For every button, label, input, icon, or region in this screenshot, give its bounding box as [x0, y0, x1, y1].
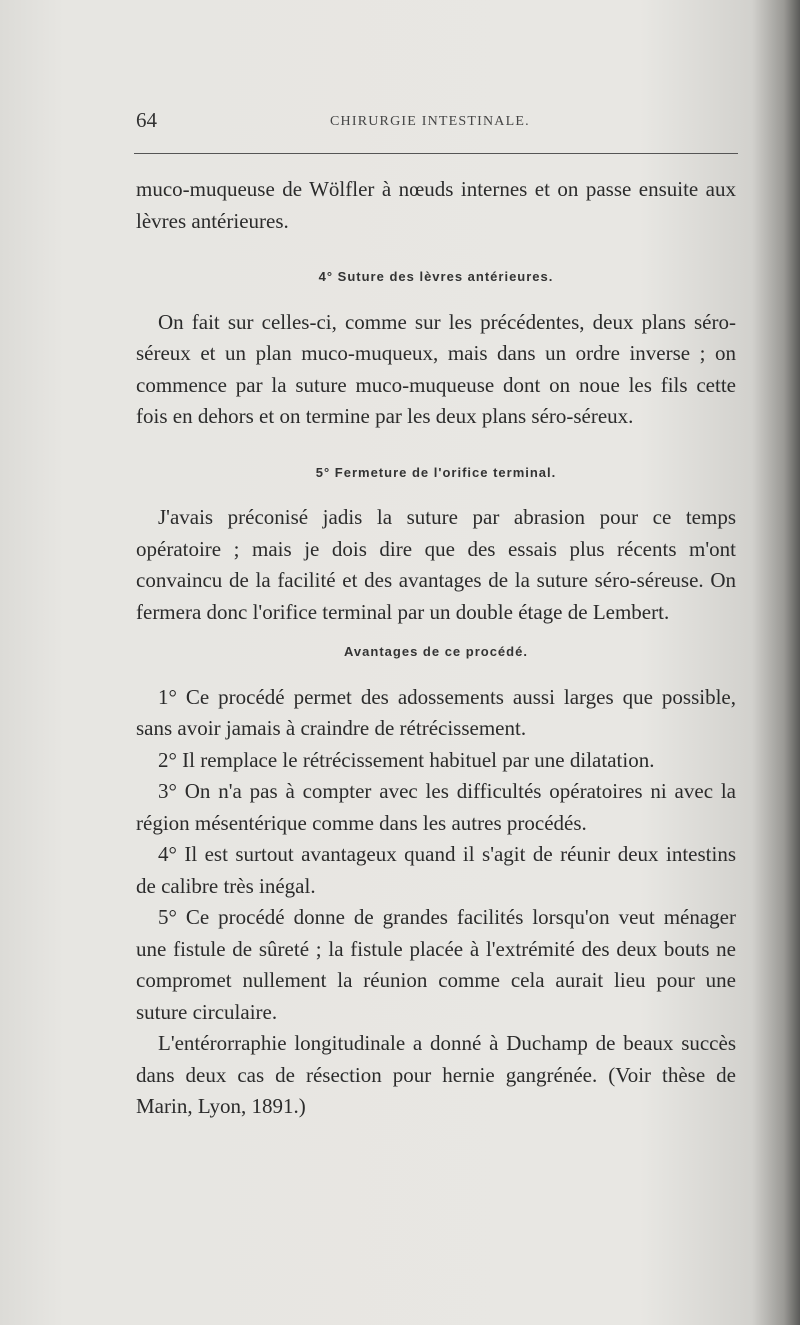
- advantages-heading: Avantages de ce procédé.: [344, 644, 528, 659]
- running-title: CHIRURGIE INTESTINALE.: [330, 114, 530, 129]
- advantage-item-4: 4° Il est surtout avantageux quand il s'agit de réunir deux intestins de calibre très inégal.: [136, 842, 736, 898]
- header-rule: [134, 153, 738, 154]
- intro-paragraph: muco-muqueuse de Wölfler à nœuds internes et on passe ensuite aux lèvres antérieures.: [136, 177, 736, 233]
- closing-paragraph: L'entérorraphie longitudinale a donné à Duchamp de beaux succès dans deux cas de résection pour hernie gangrénée. (Voir thèse de Marin, Lyon, 1891.): [136, 1031, 736, 1118]
- section-5-paragraph: J'avais préconisé jadis la suture par abrasion pour ce temps opératoire ; mais je dois dire que des essais plus récents m'ont convaincu de la facilité et des avantages de la suture séro-séreuse. On fermera donc l'orifice terminal par un double étage de Lembert.: [136, 505, 736, 624]
- section-4-heading: 4° Suture des lèvres antérieures.: [318, 269, 554, 284]
- page-number: 64: [136, 108, 157, 132]
- section-5-heading: 5° Fermeture de l'orifice terminal.: [315, 464, 557, 480]
- page-header: [136, 108, 736, 138]
- advantage-item-5: 5° Ce procédé donne de grandes facilités lorsqu'on veut ménager une fistule de sûreté ; la fistule placée à l'extrémité des deux bouts ne compromet nullement la réunion comme cela aurait lieu pour une suture circulaire.: [136, 905, 736, 1024]
- advantage-item-2: 2° Il remplace le rétrécissement habituel par une dilatation.: [158, 747, 655, 772]
- advantage-item-3: 3° On n'a pas à compter avec les difficultés opératoires ni avec la région mésentérique comme dans les autres procédés.: [136, 779, 736, 835]
- advantage-item-1: 1° Ce procédé permet des adossements aussi larges que possible, sans avoir jamais à craindre de rétrécissement.: [136, 684, 736, 740]
- page-body: [136, 174, 736, 1123]
- section-4-paragraph: On fait sur celles-ci, comme sur les précédentes, deux plans séro-séreux et un plan muco-muqueux, mais dans un ordre inverse ; on commence par la suture muco-muqueuse dont on noue les fils cette fois en dehors et on termine par les deux plans séro-séreux.: [136, 309, 736, 428]
